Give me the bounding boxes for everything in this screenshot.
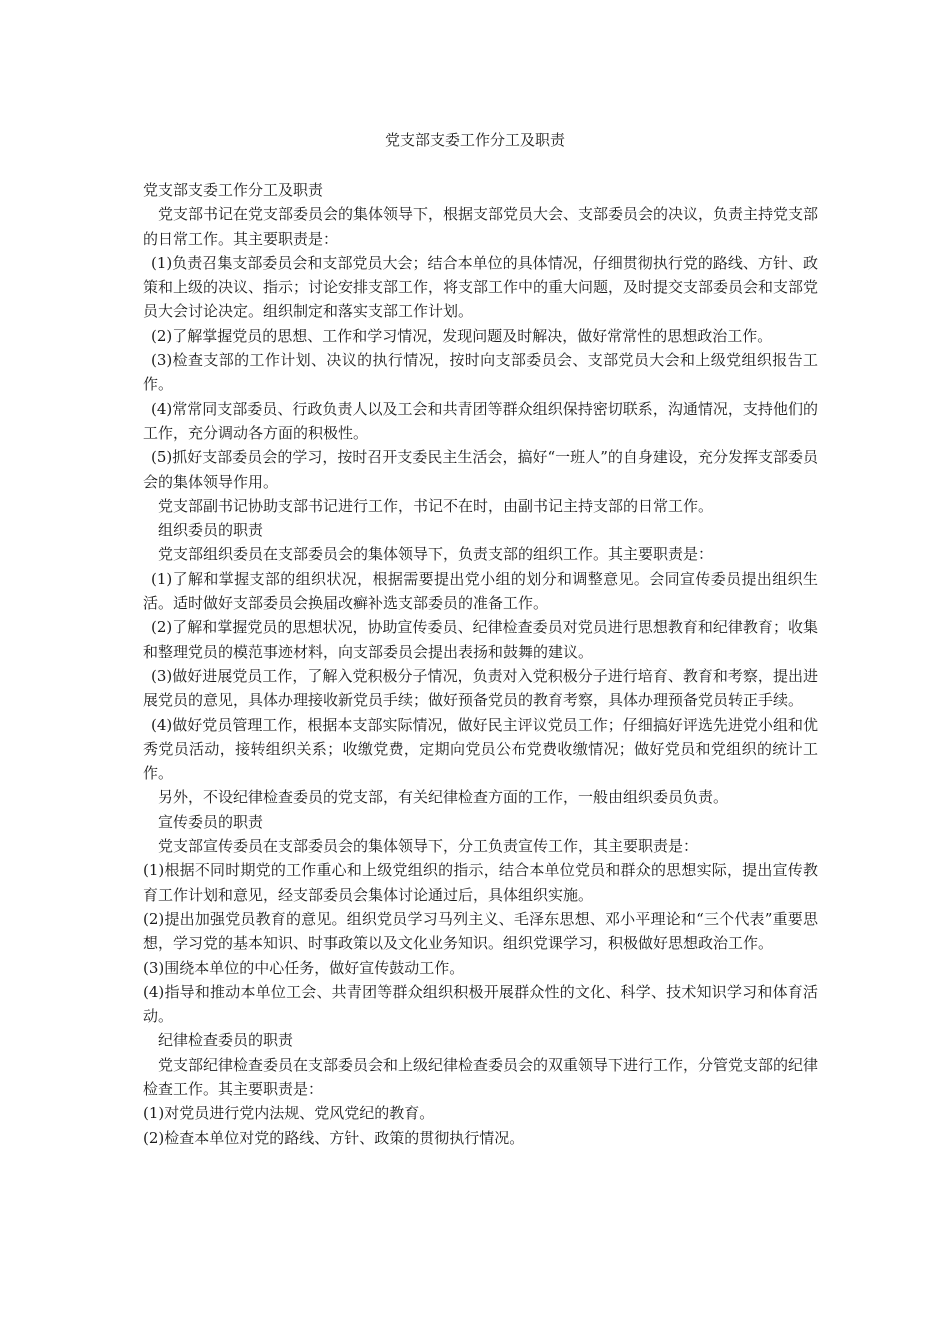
- list-item: (5)抓好支部委员会的学习，按时召开支委民主生活会，搞好“一班人”的自身建设，充分发挥支部委员会的集体领导作用。: [143, 448, 818, 491]
- section-heading: 党支部支委工作分工及职责: [143, 181, 324, 199]
- list-item: (2)检查本单位对党的路线、方针、政策的贯彻执行情况。: [143, 1128, 525, 1147]
- list-item: (3)围绕本单位的中心任务，做好宣传鼓动工作。: [143, 958, 465, 977]
- list-item: (2)了解和掌握党员的思想状况，协助宣传委员、纪律检查委员对党员进行思想教育和纪律教育；收集和整理党员的模范事迹材料，向支部委员会提出表扬和鼓舞的建议。: [143, 618, 818, 661]
- paragraph: 党支部组织委员在支部委员会的集体领导下，负责支部的组织工作。其主要职责是：: [158, 545, 714, 564]
- paragraph: 另外，不设纪律检查委员的党支部，有关纪律检查方面的工作，一般由组织委员负责。: [158, 788, 729, 807]
- paragraph: 党支部书记在党支部委员会的集体领导下，根据支部党员大会、支部委员会的决议，负责主持党支部的日常工作。其主要职责是：: [143, 205, 819, 248]
- list-item: (3)做好进展党员工作，了解入党积极分子情况，负责对入党积极分子进行培育、教育和考察，提出进展党员的意见，具体办理接收新党员手续；做好预备党员的教育考察，具体办理预备党员转正手续。: [143, 666, 818, 710]
- list-item: (1)了解和掌握支部的组织状况，根据需要提出党小组的划分和调整意见。会同宣传委员提出组织生活。适时做好支部委员会换届改癣补选支部委员的准备工作。: [143, 569, 818, 613]
- paragraph: 党支部宣传委员在支部委员会的集体领导下，分工负责宣传工作，其主要职责是：: [158, 837, 699, 856]
- list-item: (4)常常同支部委员、行政负责人以及工会和共青团等群众组织保持密切联系，沟通情况，支持他们的工作，充分调动各方面的积极性。: [143, 399, 818, 442]
- list-item: (3)检查支部的工作计划、决议的执行情况，按时向支部委员会、支部党员大会和上级党组织报告工作。: [143, 351, 818, 394]
- list-item: (1)根据不同时期党的工作重心和上级党组织的指示，结合本单位党员和群众的思想实际，提出宣传教育工作计划和意见，经支部委员会集体讨论通过后，具体组织实施。: [143, 861, 818, 904]
- paragraph: 党支部纪律检查委员在支部委员会和上级纪律检查委员会的双重领导下进行工作，分管党支部的纪律检查工作。其主要职责是：: [143, 1055, 819, 1098]
- section-heading: 宣传委员的职责: [158, 812, 264, 831]
- document-body: [143, 178, 818, 1150]
- list-item: (1)负责召集支部委员会和支部党员大会；结合本单位的具体情况，仔细贯彻执行党的路线、方针、政策和上级的决议、指示；讨论安排支部工作，将支部工作中的重大问题，及时提交支部委员会和支部党员大会讨论决定。组织制定和落实支部工作计划。: [143, 253, 819, 321]
- list-item: (4)做好党员管理工作，根据本支部实际情况，做好民主评议党员工作；仔细搞好评选先进党小组和优秀党员活动，接转组织关系；收缴党费，定期向党员公布党费收缴情况；做好党员和党组织的统计工作。: [143, 715, 818, 783]
- list-item: (2)了解掌握党员的思想、工作和学习情况，发现问题及时解决，做好常常性的思想政治工作。: [151, 326, 773, 345]
- list-item: (2)提出加强党员教育的意见。组织党员学习马列主义、毛泽东思想、邓小平理论和“三个代表”重要思想，学习党的基本知识、时事政策以及文化业务知识。组织党课学习，积极做好思想政治工作。: [143, 909, 818, 953]
- list-item: (1)对党员进行党内法规、党风党纪的教育。: [143, 1104, 435, 1123]
- paragraph: 党支部副书记协助支部书记进行工作，书记不在时，由副书记主持支部的日常工作。: [158, 496, 714, 515]
- list-item: (4)指导和推动本单位工会、共青团等群众组织积极开展群众性的文化、科学、技术知识学习和体育活动。: [143, 982, 818, 1026]
- document-title: 党支部支委工作分工及职责: [384, 131, 565, 149]
- section-heading: 组织委员的职责: [158, 521, 264, 540]
- section-heading: 纪律检查委员的职责: [158, 1031, 294, 1050]
